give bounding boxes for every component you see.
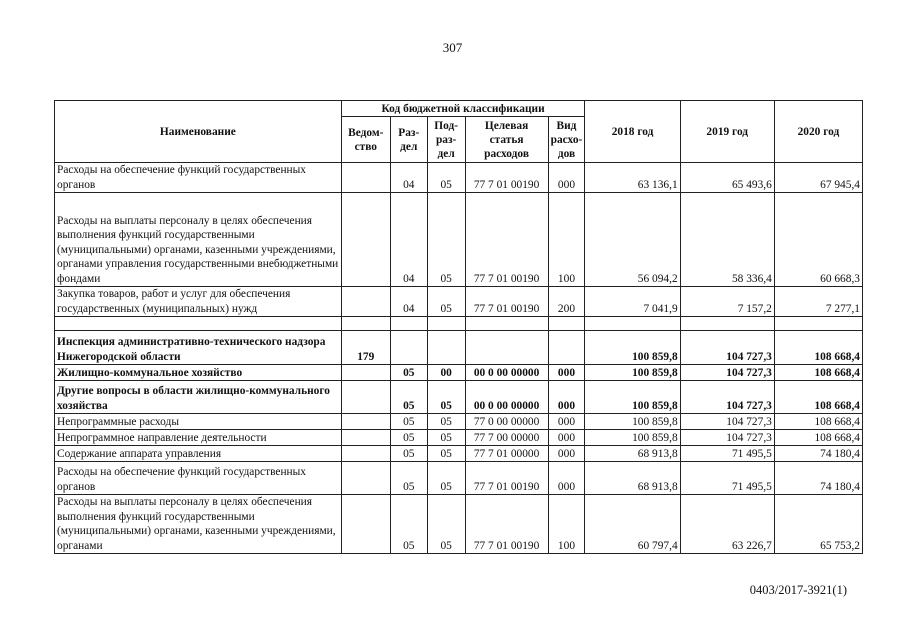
cell-podrazdel (427, 317, 465, 331)
header-name: Наименование (55, 101, 342, 163)
cell-2020: 74 180,4 (774, 462, 862, 495)
cell-target-article: 77 0 00 00000 (465, 414, 548, 430)
cell-razdel: 05 (390, 365, 427, 381)
cell-2020: 7 277,1 (774, 287, 862, 317)
cell-target-article: 00 0 00 00000 (465, 365, 548, 381)
cell-razdel: 04 (390, 193, 427, 287)
cell-vedomstvo (341, 414, 390, 430)
cell-expense-type: 000 (548, 430, 585, 446)
page-number: 307 (442, 40, 463, 55)
cell-vedomstvo (341, 381, 390, 414)
cell-podrazdel: 05 (427, 193, 465, 287)
cell-podrazdel: 05 (427, 287, 465, 317)
cell-target-article: 77 7 01 00190 (465, 495, 548, 554)
cell-2018: 100 859,8 (585, 414, 680, 430)
cell-target-article: 77 7 00 00000 (465, 430, 548, 446)
cell-2018: 100 859,8 (585, 365, 680, 381)
cell-2020: 67 945,4 (774, 163, 862, 193)
cell-target-article: 77 7 01 00190 (465, 287, 548, 317)
cell-expense-type (548, 317, 585, 331)
cell-2019: 58 336,4 (680, 193, 774, 287)
cell-target-article: 77 7 01 00190 (465, 163, 548, 193)
cell-target-article (465, 331, 548, 365)
cell-expense-type: 000 (548, 414, 585, 430)
header-vedomstvo: Ведом-ство (341, 117, 390, 163)
header-classification-group: Код бюджетной классификации (341, 101, 585, 117)
table-row (55, 331, 863, 365)
cell-razdel (390, 317, 427, 331)
cell-2020 (774, 317, 862, 331)
cell-2020: 108 668,4 (774, 381, 862, 414)
cell-podrazdel: 00 (427, 365, 465, 381)
table-row (55, 430, 863, 446)
table-row (55, 495, 863, 554)
cell-2019: 104 727,3 (680, 381, 774, 414)
cell-2018 (585, 317, 680, 331)
cell-2019: 7 157,2 (680, 287, 774, 317)
cell-2019: 104 727,3 (680, 331, 774, 365)
cell-name: Содержание аппарата управления (55, 446, 342, 462)
cell-target-article: 77 7 01 00190 (465, 462, 548, 495)
cell-2020: 108 668,4 (774, 430, 862, 446)
cell-2018: 7 041,9 (585, 287, 680, 317)
header-expense-type: Вид расхо-дов (548, 117, 585, 163)
cell-2020: 108 668,4 (774, 365, 862, 381)
cell-2019 (680, 317, 774, 331)
cell-expense-type: 000 (548, 163, 585, 193)
cell-name: Расходы на выплаты персоналу в целях обеспечения выполнения функций государственными (муниципальными) органами, казенными учреждениями, органами управления государственными внебюджетными фондами (55, 193, 342, 287)
cell-vedomstvo (341, 430, 390, 446)
cell-razdel (390, 331, 427, 365)
cell-vedomstvo (341, 287, 390, 317)
cell-2019: 104 727,3 (680, 430, 774, 446)
cell-podrazdel: 05 (427, 495, 465, 554)
cell-2018: 63 136,1 (585, 163, 680, 193)
cell-name: Расходы на обеспечение функций государственных органов (55, 462, 342, 495)
cell-2019: 104 727,3 (680, 414, 774, 430)
header-razdel: Раз-дел (390, 117, 427, 163)
cell-2020: 60 668,3 (774, 193, 862, 287)
cell-2019: 104 727,3 (680, 365, 774, 381)
cell-target-article (465, 317, 548, 331)
cell-2019: 71 495,5 (680, 462, 774, 495)
cell-2018: 68 913,8 (585, 462, 680, 495)
cell-2020: 108 668,4 (774, 414, 862, 430)
cell-2020: 108 668,4 (774, 331, 862, 365)
cell-razdel: 05 (390, 462, 427, 495)
cell-2020: 65 753,2 (774, 495, 862, 554)
table-row (55, 317, 863, 331)
cell-2018: 68 913,8 (585, 446, 680, 462)
header-2018: 2018 год (585, 101, 680, 163)
cell-razdel: 04 (390, 287, 427, 317)
cell-expense-type: 000 (548, 446, 585, 462)
cell-expense-type: 000 (548, 462, 585, 495)
cell-name: Непрограммное направление деятельности (55, 430, 342, 446)
header-2019: 2019 год (680, 101, 774, 163)
table-row (55, 381, 863, 414)
cell-razdel: 05 (390, 414, 427, 430)
table-row (55, 287, 863, 317)
cell-expense-type: 000 (548, 365, 585, 381)
cell-vedomstvo (341, 193, 390, 287)
cell-expense-type (548, 331, 585, 365)
cell-name: Жилищно-коммунальное хозяйство (55, 365, 342, 381)
cell-name: Расходы на обеспечение функций государственных органов (55, 163, 342, 193)
table-row (55, 163, 863, 193)
cell-2018: 60 797,4 (585, 495, 680, 554)
cell-name: Другие вопросы в области жилищно-коммунального хозяйства (55, 381, 342, 414)
budget-table (54, 100, 863, 554)
cell-vedomstvo (341, 163, 390, 193)
cell-2018: 100 859,8 (585, 430, 680, 446)
cell-razdel: 05 (390, 446, 427, 462)
table-row (55, 462, 863, 495)
header-2020: 2020 год (774, 101, 862, 163)
cell-name: Закупка товаров, работ и услуг для обеспечения государственных (муниципальных) нужд (55, 287, 342, 317)
cell-podrazdel: 05 (427, 430, 465, 446)
cell-expense-type: 100 (548, 495, 585, 554)
cell-name: Расходы на выплаты персоналу в целях обеспечения выполнения функций государственными (муниципальными) органами, казенными учреждениями, органами (55, 495, 342, 554)
cell-expense-type: 000 (548, 381, 585, 414)
cell-2018: 56 094,2 (585, 193, 680, 287)
table-row (55, 414, 863, 430)
cell-podrazdel: 05 (427, 414, 465, 430)
cell-2020: 74 180,4 (774, 446, 862, 462)
header-target-article: Целевая статья расходов (465, 117, 548, 163)
cell-razdel: 05 (390, 381, 427, 414)
cell-podrazdel: 05 (427, 462, 465, 495)
table-row (55, 193, 863, 287)
cell-vedomstvo: 179 (341, 331, 390, 365)
cell-name: Непрограммные расходы (55, 414, 342, 430)
cell-vedomstvo (341, 495, 390, 554)
cell-target-article: 77 7 01 00000 (465, 446, 548, 462)
cell-expense-type: 200 (548, 287, 585, 317)
cell-target-article: 00 0 00 00000 (465, 381, 548, 414)
cell-razdel: 04 (390, 163, 427, 193)
table-header (55, 101, 863, 163)
document-code: 0403/2017-3921(1) (749, 583, 847, 597)
cell-2018: 100 859,8 (585, 381, 680, 414)
cell-vedomstvo (341, 446, 390, 462)
cell-podrazdel: 05 (427, 446, 465, 462)
cell-razdel: 05 (390, 430, 427, 446)
cell-target-article: 77 7 01 00190 (465, 193, 548, 287)
cell-expense-type: 100 (548, 193, 585, 287)
table-row (55, 446, 863, 462)
table-body (55, 163, 863, 554)
cell-podrazdel (427, 331, 465, 365)
cell-name (55, 317, 342, 331)
cell-vedomstvo (341, 317, 390, 331)
cell-2019: 65 493,6 (680, 163, 774, 193)
cell-podrazdel: 05 (427, 163, 465, 193)
table-row (55, 365, 863, 381)
cell-2019: 63 226,7 (680, 495, 774, 554)
cell-podrazdel: 05 (427, 381, 465, 414)
cell-name: Инспекция административно-технического надзора Нижегородской области (55, 331, 342, 365)
cell-vedomstvo (341, 462, 390, 495)
cell-2019: 71 495,5 (680, 446, 774, 462)
cell-2018: 100 859,8 (585, 331, 680, 365)
cell-vedomstvo (341, 365, 390, 381)
cell-razdel: 05 (390, 495, 427, 554)
header-podrazdel: Под-раз-дел (427, 117, 465, 163)
